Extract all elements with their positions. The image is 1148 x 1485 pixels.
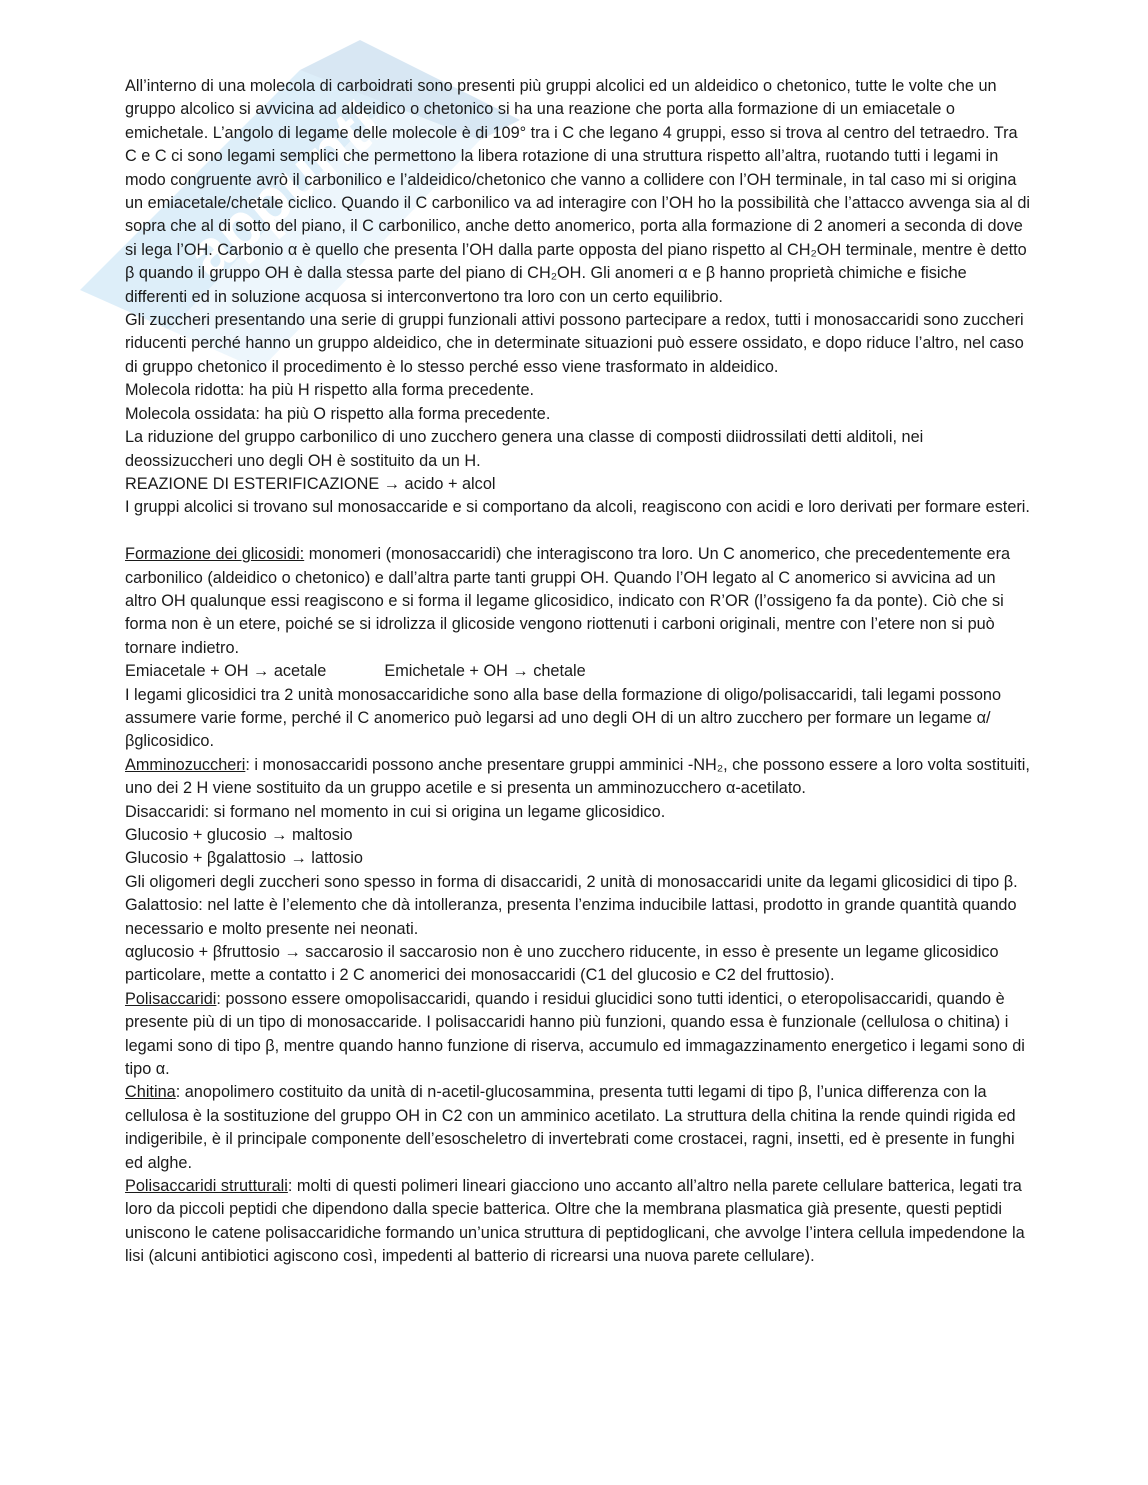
paragraph-galattosio: Galattosio: nel latte è l’elemento che dà intolleranza, presenta l’enzima inducibile lattasi, prodotto in grande quantità quando necessario e molto presente nei neonati. bbox=[125, 896, 1017, 938]
heading-amminozuccheri: Amminozuccheri bbox=[125, 755, 246, 774]
heading-polisaccaridi: Polisaccaridi bbox=[125, 989, 217, 1008]
watermark-text: appunti bbox=[172, 87, 397, 291]
blank-line bbox=[125, 520, 1030, 543]
paragraph-lattosio: Glucosio + βgalattosio → lattosio bbox=[125, 849, 363, 868]
paragraph-maltosio: Glucosio + glucosio → maltosio bbox=[125, 825, 353, 844]
paragraph-polisaccaridi-strutturali bbox=[125, 1175, 1030, 1269]
strutturali-text: : molti di questi polimeri lineari giacciono uno accanto all’altro nella parete cellulare batterica, legati tra loro da piccoli peptidi che dipendono dalla specie batterica. Oltre che la membrana plasmatica già presente, questi peptidi uniscono le catene polisaccaridiche formando un’unica struttura di peptidoglicani, che avvolge l’intera cellula impedendone la lisi (alcuni antibiotici agiscono così, impedenti al batterio di ricrearsi una nuova parete cellulare). bbox=[125, 1177, 1025, 1266]
paragraph-saccarosio: αglucosio + βfruttosio → saccarosio il saccarosio non è uno zucchero riducente, in esso è presente un legame glicosidico particolare, mette a contatto i 2 C anomerici dei monosaccaridi (C1 del glucosio e C2 del fruttosio). bbox=[125, 943, 999, 985]
heading-polisaccaridi-strutturali: Polisaccaridi strutturali bbox=[125, 1177, 288, 1196]
chitina-text: : anopolimero costituito da unità di n-acetil-glucosammina, presenta tutti legami di tipo β, l’unica differenza con la cellulosa è la sostituzione del gruppo OH in C2 con un amminico acetilato. La struttura della chitina la rende quindi rigida ed indigeribile, è il principale componente dell’esoscheletro di invertebrati come crostacei, ragni, insetti, ed è presente in funghi ed alghe. bbox=[125, 1083, 1016, 1172]
paragraph-glicosidi bbox=[125, 543, 1030, 660]
paragraph-redox: Gli zuccheri presentando una serie di gruppi funzionali attivi possono partecipare a redox, tutti i monosaccaridi sono zuccheri riducenti perché hanno un gruppo aldeidico, che in determinate situazioni può essere ossidato, e dopo riduce l’altro, nel caso di gruppo chetonico il procedimento è lo stesso perché esso viene trasformato in aldeidico. bbox=[125, 311, 1024, 376]
paragraph-chitina bbox=[125, 1081, 1030, 1175]
equation-chetale: Emichetale + OH → chetale bbox=[384, 662, 586, 681]
paragraph-equations bbox=[125, 660, 1030, 683]
paragraph-alditoli: La riduzione del gruppo carbonilico di uno zucchero genera una classe di composti diidrossilati detti alditoli, nei deossizuccheri uno degli OH è sostituito da un H. bbox=[125, 428, 924, 470]
paragraph-esteri: I gruppi alcolici si trovano sul monosaccaride e si comportano da alcoli, reagiscono con acidi e loro derivati per formare esteri. bbox=[125, 498, 1030, 517]
document-body bbox=[125, 75, 1030, 1269]
paragraph-oligomeri: Gli oligomeri degli zuccheri sono spesso in forma di disaccaridi, 2 unità di monosaccaridi unite da legami glicosidici di tipo β. bbox=[125, 872, 1018, 891]
paragraph-esterificazione-title: REAZIONE DI ESTERIFICAZIONE → acido + alcol bbox=[125, 474, 496, 493]
glicosidi-text: monomeri (monosaccaridi) che interagiscono tra loro. Un C anomerico, che precedentemente era carbonilico (aldeidico o chetonico) e dall’altra parte tanti gruppi OH. Quando l’OH legato al C anomerico si avvicina ad un altro OH qualunque essi reagiscono e si forma il legame glicosidico, indicato con R’OR (l’ossigeno fa da ponte). Ciò che si forma non è un etere, poiché se si idrolizza il glicoside vengono riottenuti i carboni originali, mentre con l’etere non si può tornare indietro. bbox=[125, 545, 1011, 657]
paragraph-amminozuccheri bbox=[125, 754, 1030, 801]
heading-chitina: Chitina bbox=[125, 1083, 176, 1102]
equation-acetale: Emiacetale + OH → acetale bbox=[125, 662, 327, 681]
paragraph-molecola-ossidata: Molecola ossidata: ha più O rispetto alla forma precedente. bbox=[125, 404, 551, 423]
paragraph-emiacetale: All’interno di una molecola di carboidrati sono presenti più gruppi alcolici ed un aldeidico o chetonico, tutte le volte che un gruppo alcolico si avvicina ad aldeidico o chetonico si ha una reazione che porta alla formazione di un emiacetale o emichetale. L’angolo di legame delle molecole è di 109° tra i C che legano 4 gruppi, esso si trova al centro del tetraedro. Tra C e C ci sono legami semplici che permettono la libera rotazione di una struttura rispetto all’altra, ruotando tutti i legami in modo congruente avrò il carbonilico e l’aldeidico/chetonico che vanno a collidere con l’OH terminale, in tal caso mi si origina un emiacetale/chetale ciclico. Quando il C carbonilico va ad interagire con l’OH ho la possibilità che l’attacco avvenga sia al di sopra che al di sotto del piano, il C carbonilico, anche detto anomerico, porta alla formazione di 2 anomeri a seconda di dove si lega l’OH. Carbonio α è quello che presenta l’OH dalla parte opposta del piano rispetto al CH₂OH terminale, mentre è detto β quando il gruppo OH è dalla stessa parte del piano di CH₂OH. Gli anomeri α e β hanno proprietà chimiche e fisiche differenti ed in soluzione acquosa si interconvertono tra loro con un certo equilibrio. bbox=[125, 77, 1031, 306]
polisaccaridi-text: : possono essere omopolisaccaridi, quando i residui glucidici sono tutti identici, o eteropolisaccaridi, quando è presente più di un tipo di monosaccaride. I polisaccaridi hanno più funzioni, quando essa è funzionale (cellulosa o chitina) i legami sono di tipo β, mentre quando hanno funzione di riserva, accumulo ed immagazzinamento energetico i legami sono di tipo α. bbox=[125, 989, 1025, 1079]
paragraph-legami-glicosidici: I legami glicosidici tra 2 unità monosaccaridiche sono alla base della formazione di oligo/polisaccaridi, tali legami possono assumere varie forme, perché il C anomerico può legarsi ad uno degli OH di un altro zucchero per formare un legame α/βglicosidico. bbox=[125, 685, 1002, 751]
heading-glicosidi: Formazione dei glicosidi: bbox=[125, 545, 305, 564]
paragraph-molecola-ridotta: Molecola ridotta: ha più H rispetto alla forma precedente. bbox=[125, 381, 535, 400]
paragraph-polisaccaridi bbox=[125, 988, 1030, 1082]
paragraph-disaccaridi: Disaccaridi: si formano nel momento in cui si origina un legame glicosidico. bbox=[125, 802, 666, 821]
amminozuccheri-text: : i monosaccaridi possono anche presentare gruppi amminici -NH₂, che possono essere a loro volta sostituiti, uno dei 2 H viene sostituito da un gruppo acetile e si presenta un amminozucchero α-acetilato. bbox=[125, 755, 1030, 798]
